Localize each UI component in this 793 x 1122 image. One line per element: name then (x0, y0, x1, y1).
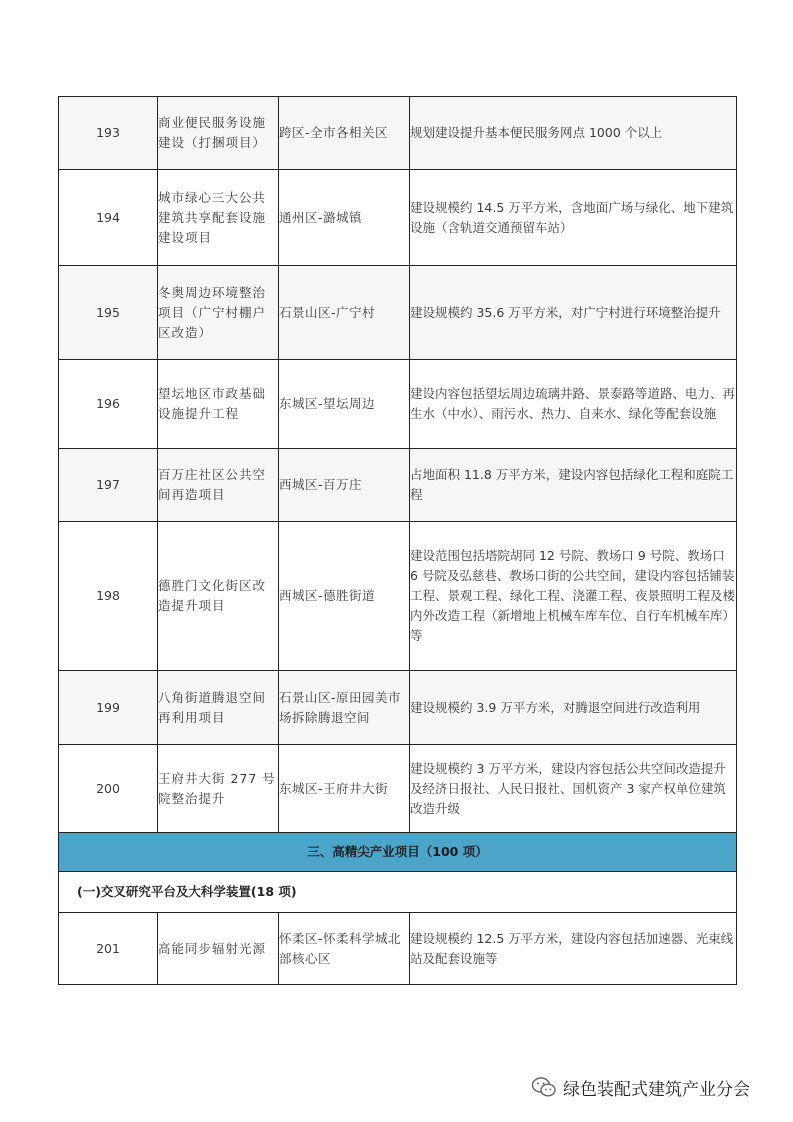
project-location: 石景山区-原田园美市场拆除腾退空间 (279, 671, 410, 745)
project-name: 德胜门文化街区改造提升项目 (158, 522, 279, 671)
project-content: 建设规模约 12.5 万平方米，建设内容包括加速器、光束线站及配套设施等 (410, 913, 737, 985)
table-row (59, 170, 737, 266)
project-table (58, 96, 737, 985)
row-number: 199 (59, 671, 158, 745)
row-number: 201 (59, 913, 158, 985)
section-title: 三、高精尖产业项目（100 项） (59, 833, 737, 872)
watermark (531, 1072, 771, 1102)
row-number: 200 (59, 745, 158, 833)
project-name: 商业便民服务设施建设（打捆项目） (158, 97, 279, 170)
project-name: 高能同步辐射光源 (158, 913, 279, 985)
project-location: 跨区-全市各相关区 (279, 97, 410, 170)
project-name: 望坛地区市政基础设施提升工程 (158, 360, 279, 449)
table-row (59, 671, 737, 745)
table-row (59, 266, 737, 360)
table-row (59, 97, 737, 170)
project-name: 王府井大街 277 号院整治提升 (158, 745, 279, 833)
project-name: 冬奥周边环境整治项目（广宁村棚户区改造） (158, 266, 279, 360)
project-content: 建设范围包括塔院胡同 12 号院、教场口 9 号院、教场口 6 号院及弘慈巷、教场口街的公共空间，建设内容包括铺装工程、景观工程、绿化工程、浇灌工程、夜景照明工程及楼内外改造工程（新增地上机械车库车位、自行车机械车库）等 (410, 522, 737, 671)
row-number: 197 (59, 449, 158, 522)
table-row (59, 449, 737, 522)
project-name: 八角街道腾退空间再利用项目 (158, 671, 279, 745)
subsection-title: (一)交叉研究平台及大科学装置(18 项) (59, 872, 737, 913)
row-number: 193 (59, 97, 158, 170)
project-location: 东城区-望坛周边 (279, 360, 410, 449)
project-location: 西城区-百万庄 (279, 449, 410, 522)
row-number: 194 (59, 170, 158, 266)
row-number: 195 (59, 266, 158, 360)
project-name: 百万庄社区公共空间再造项目 (158, 449, 279, 522)
project-location: 通州区-潞城镇 (279, 170, 410, 266)
project-content: 建设规模约 3 万平方米，建设内容包括公共空间改造提升及经济日报社、人民日报社、国机资产 3 家产权单位建筑改造升级 (410, 745, 737, 833)
project-location: 东城区-王府井大街 (279, 745, 410, 833)
project-content: 建设内容包括望坛周边琉璃井路、景泰路等道路、电力、再生水（中水）、雨污水、热力、自来水、绿化等配套设施 (410, 360, 737, 449)
project-content: 规划建设提升基本便民服务网点 1000 个以上 (410, 97, 737, 170)
project-location: 怀柔区-怀柔科学城北部核心区 (279, 913, 410, 985)
table-row (59, 745, 737, 833)
project-content: 建设规模约 3.9 万平方米，对腾退空间进行改造利用 (410, 671, 737, 745)
wechat-icon (531, 1074, 557, 1100)
project-content: 建设规模约 35.6 万平方米，对广宁村进行环境整治提升 (410, 266, 737, 360)
project-location: 石景山区-广宁村 (279, 266, 410, 360)
subsection-header-row (59, 872, 737, 913)
project-content: 占地面积 11.8 万平方米，建设内容包括绿化工程和庭院工程 (410, 449, 737, 522)
section-header-row (59, 833, 737, 872)
project-name: 城市绿心三大公共建筑共享配套设施建设项目 (158, 170, 279, 266)
row-number: 198 (59, 522, 158, 671)
table-row (59, 360, 737, 449)
row-number: 196 (59, 360, 158, 449)
table-row (59, 913, 737, 985)
watermark-text: 绿色装配式建筑产业分会 (563, 1079, 750, 1100)
project-content: 建设规模约 14.5 万平方米，含地面广场与绿化、地下建筑设施（含轨道交通预留车站） (410, 170, 737, 266)
table-row (59, 522, 737, 671)
project-location: 西城区-德胜街道 (279, 522, 410, 671)
